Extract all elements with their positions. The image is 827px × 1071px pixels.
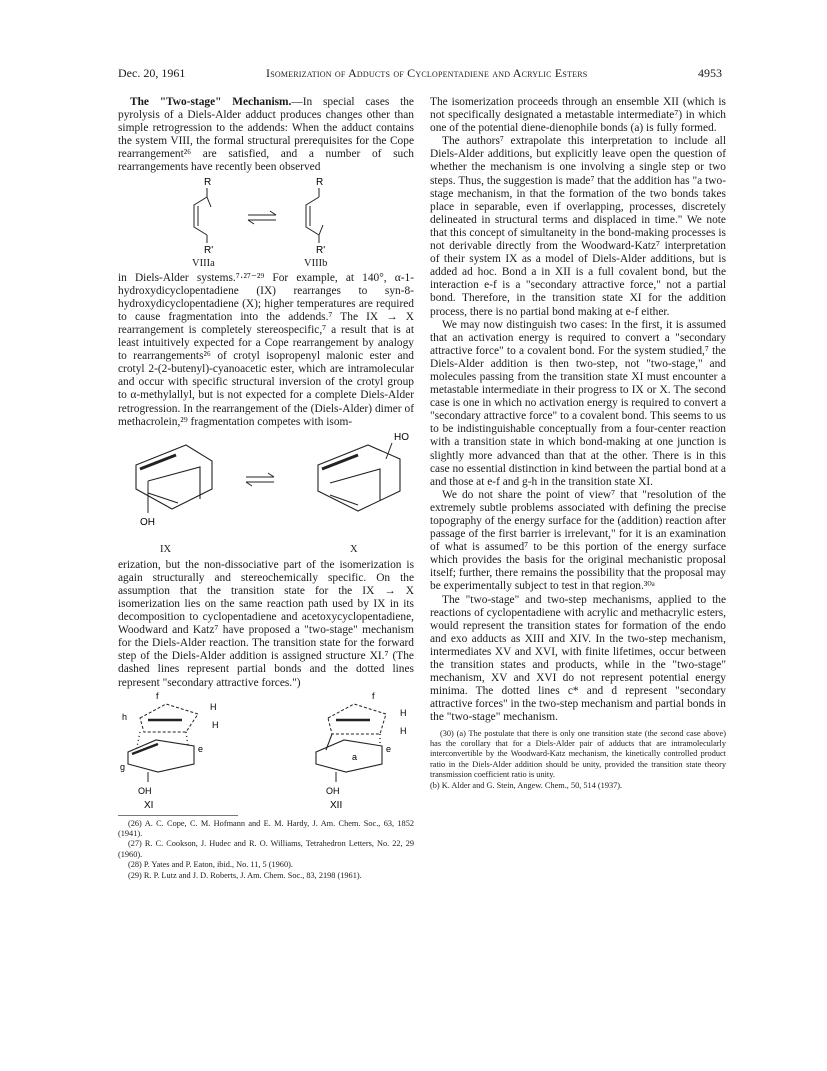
figure-viii: [118, 175, 414, 259]
figure-xi-xii: [118, 690, 414, 810]
svg-text:g: g: [120, 761, 126, 772]
footnote: (27) R. C. Cookson, J. Hudec and R. O. Williams, Tetrahedron Letters, No. 22, 29 (1960).: [118, 839, 414, 859]
right-column: [430, 96, 726, 791]
footnote: (b) K. Alder and G. Stein, Angew. Chem., 50, 514 (1937).: [430, 780, 623, 790]
header-page-number: 4953: [698, 66, 722, 80]
figure-label: VIIIb: [304, 257, 328, 269]
svg-text:OH: OH: [140, 516, 155, 528]
svg-text:f: f: [372, 690, 375, 701]
svg-text:h: h: [122, 711, 128, 722]
svg-text:e: e: [386, 743, 392, 754]
svg-text:HO: HO: [394, 431, 409, 443]
paragraph: The isomerization proceeds through an ensemble XII (which is not specifically designated a metastable intermediate⁷) in which one of the potential diene-dienophile bonds (a) is fully formed.: [430, 96, 726, 135]
compound-label: X: [350, 543, 358, 555]
footnote: (30) (a) The postulate that there is only one transition state (the second case above) has the corollary that for a Diels-Alder pair of adducts that are intramolecularly interconvertible by the Woodward-Katz mechanism, the kinetically controlled product ratio in the Diels-Alder addition should be unity, provided the transition state theory transmission coefficient ratio is unity.: [430, 728, 726, 780]
paragraph: in Diels-Alder systems.⁷·²⁷⁻²⁹ For example, at 140°, α-1-hydroxydicyclopentadiene (IX) rearranges to syn-8-hydroxydicyclopentadiene (X); higher temperatures are required to cause fragmentation into the addends.⁷ The IX → X rearrangement is completely stereospecific,⁷ a result that is at least intuitively expected for a Cope rearrangement by analogy to rearrangements²⁶ of crotyl isopropenyl malonic ester and crotyl 2-(2-butenyl)-cyanoacetic ester, which are intramolecular and occur with specific structural inversion of the crotyl group to α-methylallyl, but is not expected for a complete Diels-Alder retrogression. In the rearrangement of the (Diels-Alder) dimer of methacrolein,²⁹ fragmentation competes with isom-: [118, 271, 414, 428]
svg-text:XII: XII: [330, 799, 343, 810]
svg-text:H: H: [400, 725, 407, 736]
svg-text:a: a: [352, 751, 358, 762]
section-heading: The "Two-stage" Mechanism.: [130, 96, 292, 108]
figure-ix-x: [118, 429, 414, 545]
footnote: (26) A. C. Cope, C. M. Hofmann and E. M. Hardy, J. Am. Chem. Soc., 63, 1852 (1941).: [118, 818, 414, 839]
header-date: Dec. 20, 1961: [118, 66, 186, 80]
paragraph: The "two-stage" and two-step mechanisms, applied to the reactions of cyclopentadiene with acrylic and methacrylic esters, would represent the transition states for formation of the endo and exo adducts as XIII and XIV. In the two-step mechanism, intermediates XV and XVI, with finite lifetimes, occur between the transition states and products, while in the "two-stage" mechanism, XV and XVI do not represent potential energy minima. The dotted lines c* and d represent "secondary attractive forces" in the two-step mechanism and partial bonds in the "two-stage" mechanism.: [430, 593, 726, 724]
paragraph: The "Two-stage" Mechanism.—In special cases the pyrolysis of a Diels-Alder adduct produces changes other than simple retrogression to the addends: When the adduct contains the system VIII, the formal structural prerequisites for the Cope rearrangement²⁶ are satisfied, and a number of such rearrangements have recently been observed: [118, 96, 414, 174]
svg-text:f: f: [156, 690, 159, 701]
figure-label: VIIIa: [192, 257, 215, 269]
page-header: [118, 66, 722, 82]
svg-text:e: e: [198, 743, 204, 754]
svg-text:H: H: [400, 707, 407, 718]
footnote-rule: [118, 815, 238, 816]
svg-text:OH: OH: [138, 785, 152, 796]
paragraph: We do not share the point of view⁷ that "resolution of the extremely subtle problems associated with defining the precise topography of the energy surface for the (addition) reaction after passage of the first barrier is irrelevant," for it is an examination of what is assumed⁷ to be this portion of the energy surface which provides the basis for the original mechanistic proposal itself; further, there remains the possibility that the proposal may be experimentally subject to test in that region.³⁰ᵃ: [430, 488, 726, 593]
figure-viii-labels: [118, 259, 414, 272]
paragraph: We may now distinguish two cases: In the first, it is assumed that an activation energy is required to convert a "secondary attractive force" to a covalent bond. For the system studied,⁷ the Diels-Alder addition is then two-step, not "two-stage," and molecules passing from the transition state XI must encounter a metastable intermediate in their progress to IX or X. The second case is one in which no activation energy is required to convert a "secondary attractive force" to a covalent bond. This seems to us to be indistinguishable conceptually from a four-center reaction with a transition state in which bond-making at one junction is slightly more advanced than that at the other. There is in this case no essential distinction in kind between the partial bond at a and those at e-f and g-h in the transition state XI.: [430, 318, 726, 488]
paragraph: The authors⁷ extrapolate this interpretation to include all Diels-Alder additions, but explicitly leave open the question of whether the mechanism is one involving a single step or two steps. Thus, the suggestion is made⁷ that the addition has "a two-stage mechanism, in that the formation of the two bonds takes place in separable, even if overlapping, processes, discretely delineated in structural terms and displaced in time." We note that this concept of simultaneity in the bond-making processes is not derivable directly from the Woodward-Katz⁷ interpretation of their system IX as a model of Diels-Alder additions, but is added ad hoc. Bond a in XII is a full covalent bond, but the interaction e-f is a "secondary attractive force," not a partial bond. Therefore, in the transition state XI for the addition process, there is no partial bond making at e-f either.: [430, 135, 726, 318]
footnote: (28) P. Yates and P. Eaton, ibid., No. 11, 5 (1960).: [128, 860, 293, 870]
svg-text:R': R': [316, 244, 326, 256]
paragraph: erization, but the non-dissociative part of the isomerization is again structurally and stereochemically specific. On the assumption that the transition state for the IX → X isomerization lies on the same reaction path used by IX in its decomposition to cyclopentadiene and acetoxycyclopentadiene, Woodward and Katz⁷ have proposed a "two-stage" mechanism for the Diels-Alder reaction. The transition state for the forward step of the Diels-Alder addition is assigned structure XI.⁷ (The dashed lines represent partial bonds and the dotted lines represent "secondary attractive forces."): [118, 558, 414, 689]
svg-text:H: H: [210, 701, 217, 712]
left-column: [118, 96, 414, 881]
svg-text:R': R': [204, 244, 214, 256]
compound-label: IX: [160, 543, 172, 555]
header-title: Isomerization of Adducts of Cyclopentadiene and Acrylic Esters: [266, 66, 588, 80]
svg-text:H: H: [212, 719, 219, 730]
svg-text:XI: XI: [144, 799, 154, 810]
svg-text:R: R: [316, 176, 324, 188]
figure-ix-x-labels: [118, 545, 414, 559]
svg-text:R: R: [204, 176, 212, 188]
footnote: (29) R. P. Lutz and J. D. Roberts, J. Am. Chem. Soc., 83, 2198 (1961).: [128, 870, 362, 880]
svg-text:OH: OH: [326, 785, 340, 796]
